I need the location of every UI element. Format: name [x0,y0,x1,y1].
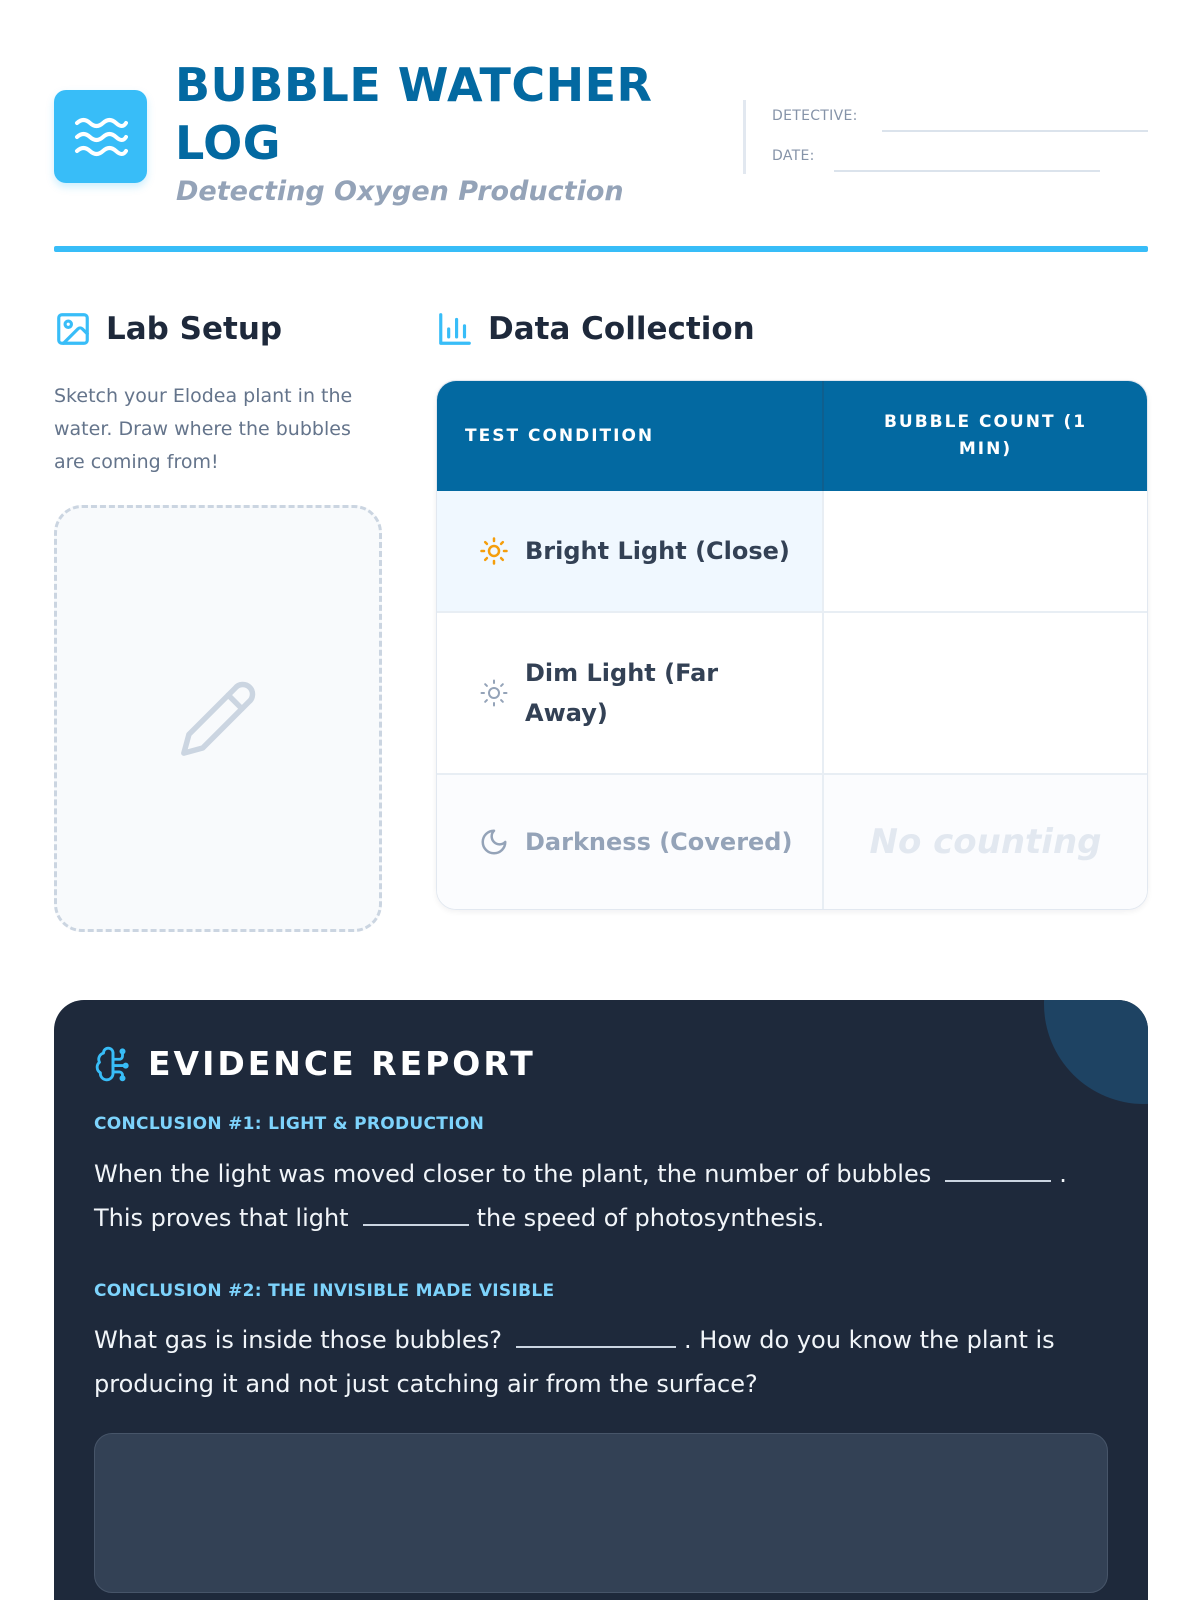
lab-setup-title: Lab Setup [106,311,283,347]
conclusion-1-text: When the light was moved closer to the plant, the number of bubbles . This proves that light the speed of photosynthesis. [94,1152,1094,1240]
logo-tile [54,90,147,183]
answer-box[interactable] [94,1433,1108,1593]
page-title: BUBBLE WATCHER LOG [175,58,653,170]
header-divider [743,100,746,174]
evidence-heading [94,1044,536,1083]
column-header-condition: TEST CONDITION [437,381,824,491]
count-cell [824,775,1147,909]
dim-sun-icon [479,678,509,708]
waves-icon [74,115,128,159]
no-counting-label: No counting [869,822,1102,862]
date-field[interactable] [834,170,1100,172]
count-cell[interactable] [824,613,1147,773]
data-collection-heading [436,310,755,348]
evidence-report-panel [54,1000,1148,1600]
brain-icon [94,1045,132,1083]
conclusion-2-text: What gas is inside those bubbles? . How do you know the plant is producing it and not just catching air from the surface? [94,1318,1094,1406]
worksheet-header [54,50,1148,250]
table-row [437,491,1147,613]
lab-setup-heading [54,310,282,348]
table-row [437,613,1147,775]
conclusion-1-label: CONCLUSION #1: LIGHT & PRODUCTION [94,1114,485,1134]
pencil-icon [177,678,259,760]
condition-label: Bright Light (Close) [525,537,790,565]
sketch-area[interactable] [54,505,382,932]
corner-decoration [1044,1000,1148,1104]
condition-label: Darkness (Covered) [525,828,793,856]
condition-label: Dim Light (Far Away) [525,659,719,727]
lab-setup-description: Sketch your Elodea plant in the water. Draw where the bubbles are coming from! [54,385,353,473]
detective-field[interactable] [882,130,1148,132]
count-cell[interactable] [824,491,1147,611]
condition-cell [437,613,824,773]
image-icon [54,310,92,348]
conclusion-2-label: CONCLUSION #2: THE INVISIBLE MADE VISIBLE [94,1281,555,1301]
conclusion-1-blank-1[interactable] [945,1154,1051,1182]
condition-cell [437,775,824,909]
header-rule [54,246,1148,252]
bar-chart-icon [436,310,474,348]
page-subtitle: Detecting Oxygen Production [176,176,624,207]
table-row [437,775,1147,909]
table-header-row [437,381,1147,491]
date-label: DATE: [772,148,815,164]
evidence-title: EVIDENCE REPORT [148,1044,536,1083]
data-collection-title: Data Collection [488,311,755,347]
data-table [436,380,1148,910]
sun-icon [479,536,509,566]
condition-cell [437,491,824,611]
detective-label: DETECTIVE: [772,108,858,124]
column-header-count: BUBBLE COUNT (1 MIN) [824,381,1147,491]
conclusion-2-blank[interactable] [516,1320,676,1348]
moon-icon [479,827,509,857]
conclusion-1-blank-2[interactable] [363,1198,469,1226]
